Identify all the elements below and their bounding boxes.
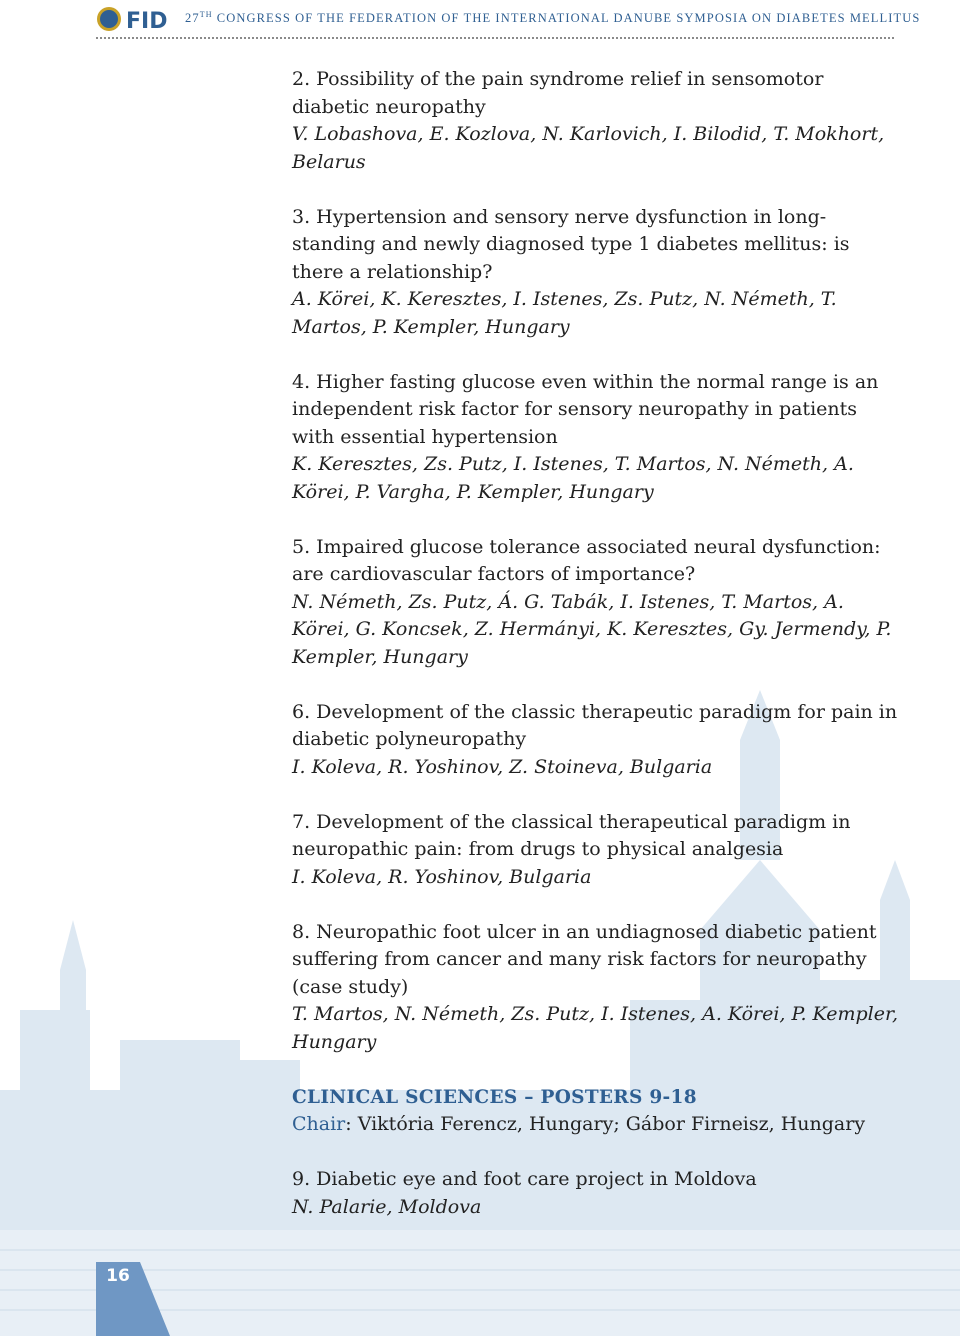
- poster-title: 8. Neuropathic foot ulcer in an undiagnosed diabetic patient suffering from cancer and many risk factors for neuropathy (case study): [292, 920, 877, 998]
- page-number: 16: [106, 1266, 130, 1286]
- congress-title-text: CONGRESS OF THE FEDERATION OF THE INTERNATIONAL DANUBE SYMPOSIA ON DIABETES MELLITUS: [212, 11, 921, 26]
- poster-title: 6. Development of the classic therapeutic paradigm for pain in diabetic polyneuropathy: [292, 700, 898, 750]
- page-header: [0, 0, 960, 40]
- poster-authors: T. Martos, N. Németh, Zs. Putz, I. Istenes, A. Körei, P. Kempler, Hungary: [292, 1003, 898, 1053]
- poster-item-4: [292, 369, 902, 507]
- poster-authors: V. Lobashova, E. Kozlova, N. Karlovich, I. Bilodid, T. Mokhort, Belarus: [292, 123, 885, 173]
- poster-item-9: [292, 1166, 902, 1221]
- header-divider: [96, 37, 894, 39]
- poster-item-3: [292, 204, 902, 342]
- section-title: CLINICAL SCIENCES – POSTERS 9-18: [292, 1086, 697, 1108]
- poster-authors: N. Németh, Zs. Putz, Á. G. Tabák, I. Istenes, T. Martos, A. Körei, G. Koncsek, Z. Hermányi, K. Keresztes, Gy. Jermendy, P. Kempler, Hungary: [292, 590, 892, 668]
- poster-authors: A. Körei, K. Keresztes, I. Istenes, Zs. Putz, N. Németh, T. Martos, P. Kempler, Hungary: [292, 288, 837, 338]
- chair-names: : Viktória Ferencz, Hungary; Gábor Firneisz, Hungary: [345, 1113, 866, 1135]
- poster-title: 3. Hypertension and sensory nerve dysfunction in long-standing and newly diagnosed type 1 diabetes mellitus: is there a relationship?: [292, 205, 850, 283]
- poster-title: 2. Possibility of the pain syndrome relief in sensomotor diabetic neuropathy: [292, 68, 824, 118]
- poster-title: 4. Higher fasting glucose even within the normal range is an independent risk factor for sensory neuropathy in patients with essential hypertension: [292, 370, 879, 448]
- poster-item-8: [292, 919, 902, 1057]
- poster-authors: I. Koleva, R. Yoshinov, Bulgaria: [292, 865, 592, 888]
- poster-authors: I. Koleva, R. Yoshinov, Z. Stoineva, Bulgaria: [292, 755, 713, 778]
- chair-label: Chair: [292, 1113, 346, 1135]
- section-chair: [292, 1111, 902, 1139]
- congress-title: [185, 10, 921, 26]
- congress-ordinal-suffix: TH: [199, 10, 213, 19]
- poster-title: 7. Development of the classical therapeutical paradigm in neuropathic pain: from drugs to physical analgesia: [292, 810, 851, 860]
- page-number-tab-corner: [140, 1262, 170, 1336]
- poster-item-7: [292, 809, 902, 892]
- poster-list: [292, 66, 902, 1249]
- logo-text: FID: [126, 9, 168, 34]
- poster-authors: N. Palarie, Moldova: [292, 1195, 482, 1218]
- poster-authors: K. Keresztes, Zs. Putz, I. Istenes, T. Martos, N. Németh, A. Körei, P. Vargha, P. Kempler, Hungary: [292, 453, 854, 503]
- poster-title: 9. Diabetic eye and foot care project in Moldova: [292, 1168, 757, 1190]
- poster-title: 5. Impaired glucose tolerance associated neural dysfunction: are cardiovascular factors of importance?: [292, 535, 881, 585]
- poster-item-6: [292, 699, 902, 782]
- poster-item-5: [292, 534, 902, 672]
- congress-ordinal: 27: [185, 11, 200, 26]
- poster-item-2: [292, 66, 902, 176]
- fid-logo: [96, 4, 176, 34]
